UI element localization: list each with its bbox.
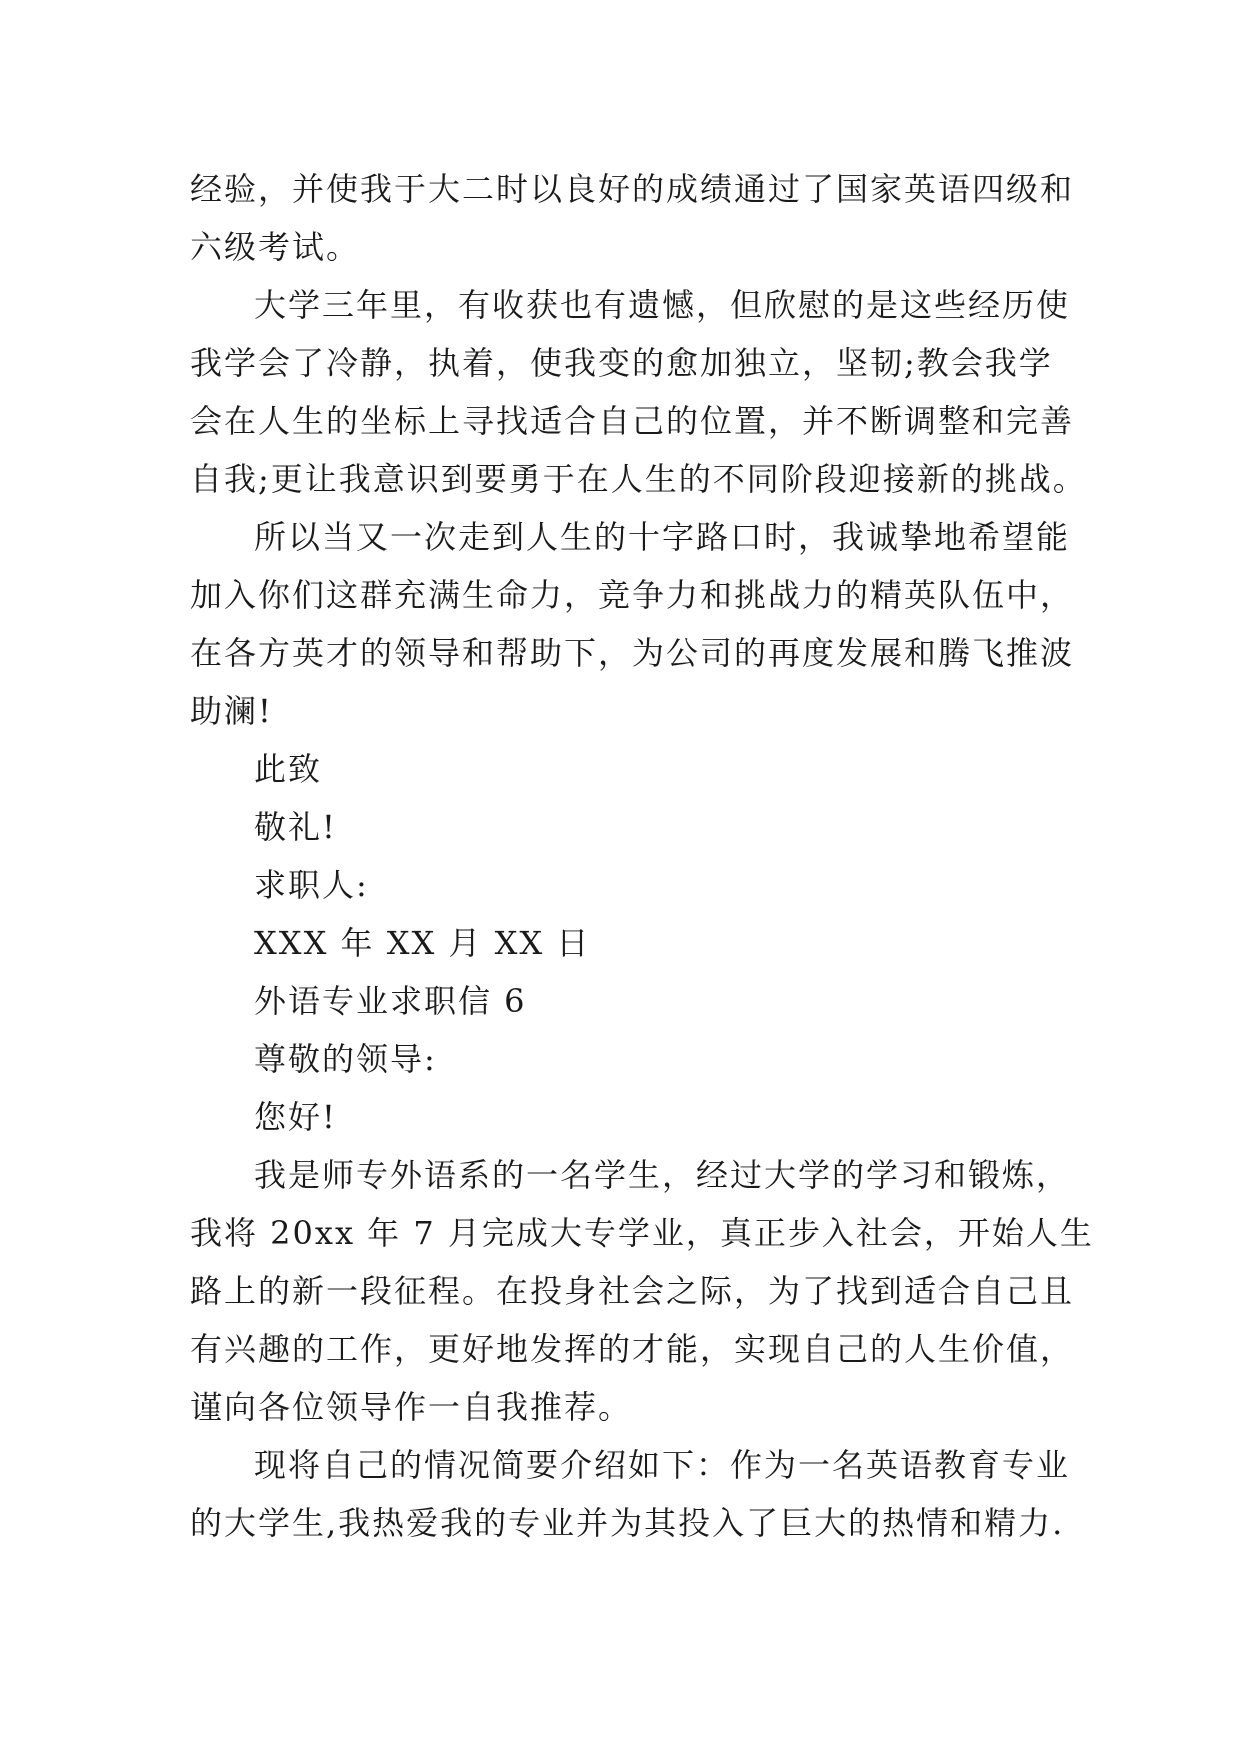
greeting-recipient: 尊敬的领导: [254, 1040, 437, 1078]
text-line: 我学会了冷静，执着，使我变的愈加独立，坚韧;教会我学 [190, 344, 1053, 382]
signature-label: 求职人: [254, 866, 369, 904]
text-line: 我是师专外语系的一名学生，经过大学的学习和锻炼， [254, 1156, 1071, 1194]
letter-body [190, 160, 1094, 1552]
text-line: 自我;更让我意识到要勇于在人生的不同阶段迎接新的挑战。 [190, 460, 1087, 498]
text-line: 所以当又一次走到人生的十字路口时，我诚挚地希望能 [254, 518, 1071, 556]
closing-regards: 敬礼! [254, 808, 337, 846]
date-line: XXX 年 XX 月 XX 日 [254, 924, 591, 962]
text-line: 有兴趣的工作，更好地发挥的才能，实现自己的人生价值， [190, 1330, 1075, 1368]
text-line: 会在人生的坐标上寻找适合自己的位置，并不断调整和完善 [190, 402, 1075, 440]
text-line: 助澜! [190, 692, 273, 730]
greeting-hello: 您好! [254, 1098, 337, 1136]
text-line: 谨向各位领导作一自我推荐。 [190, 1388, 633, 1426]
text-line: 我将 20xx 年 7 月完成大专学业，真正步入社会，开始人生 [190, 1214, 1094, 1252]
text-line: 大学三年里，有收获也有遗憾，但欣慰的是这些经历使 [254, 286, 1071, 324]
text-line: 经验，并使我于大二时以良好的成绩通过了国家英语四级和 [190, 170, 1075, 208]
text-line: 现将自己的情况简要介绍如下：作为一名英语教育专业 [254, 1446, 1071, 1484]
text-line: 在各方英才的领导和帮助下，为公司的再度发展和腾飞推波 [190, 634, 1075, 672]
section-title: 外语专业求职信 6 [254, 982, 527, 1020]
closing-salutation: 此致 [254, 750, 323, 788]
text-line: 的大学生,我热爱我的专业并为其投入了巨大的热情和精力. [190, 1504, 1065, 1542]
text-line: 加入你们这群充满生命力，竞争力和挑战力的精英队伍中， [190, 576, 1075, 614]
text-line: 路上的新一段征程。在投身社会之际，为了找到适合自己且 [190, 1272, 1075, 1310]
text-line: 六级考试。 [190, 228, 361, 266]
